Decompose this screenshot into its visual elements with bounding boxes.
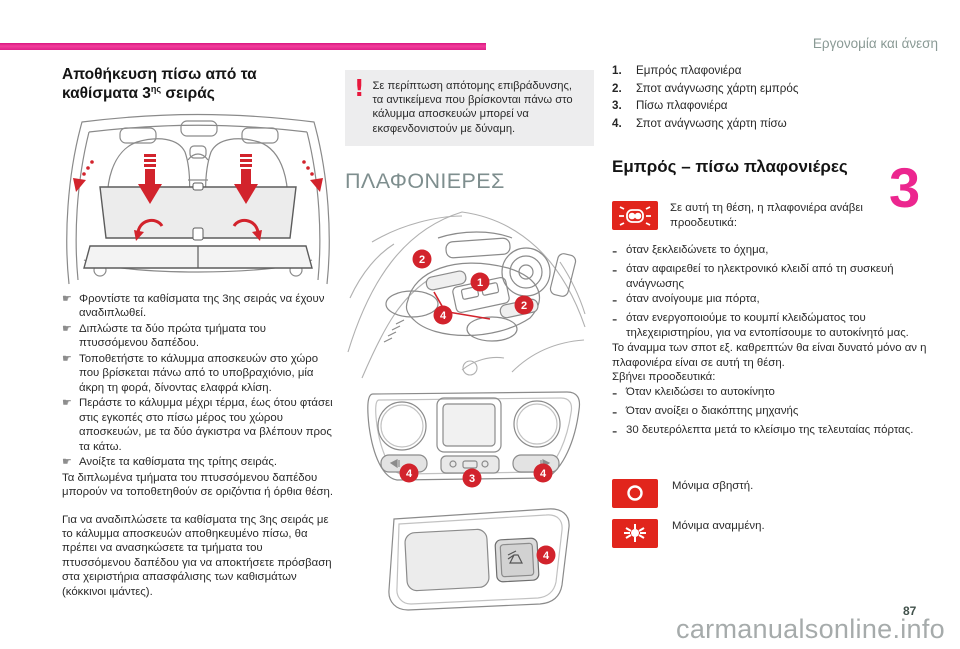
watermark: carmanualsonline.info	[676, 614, 945, 644]
chapter-number: 3	[889, 156, 919, 219]
running-header: Εργονομία και άνεση	[812, 36, 938, 51]
legend-item	[612, 80, 940, 98]
paragraph-fades-out: Σβήνει προοδευτικά:	[612, 371, 716, 384]
callout-4-right: 4	[539, 468, 547, 480]
left-column	[62, 66, 334, 599]
condition-text: όταν ενεργοποιούμε το κουμπί κλειδώματος του τηλεχειριστηρίου, για να εντοπίσουμε το αυτοκίνητό μας.	[626, 312, 909, 339]
condition-item	[612, 262, 940, 291]
front-overhead-console-illustration	[342, 202, 592, 382]
auto-mode-row	[612, 201, 940, 230]
accent-bar	[0, 43, 486, 50]
callout-4-lamp: 4	[542, 550, 550, 562]
instruction-item	[62, 352, 334, 395]
legend-label: Πίσω πλαφονιέρα	[636, 99, 728, 113]
dash-bullet: -	[612, 243, 618, 261]
pointer-bullet-icon: ☛	[62, 456, 72, 469]
right-column	[612, 62, 940, 548]
section-title-ceiling-lights: ΠΛΑΦΟΝΙΕΡΕΣ	[345, 169, 505, 193]
rear-ceiling-light-illustration	[345, 384, 595, 504]
title-text: Αποθήκευση πίσω από τα καθίσματα 3	[62, 66, 257, 103]
legend-item	[612, 62, 940, 80]
callout-4: 4	[439, 310, 447, 322]
title-superscript: ης	[150, 84, 162, 95]
callout-1: 1	[476, 277, 484, 289]
legend-label: Σποτ ανάγνωσης χάρτη πίσω	[636, 116, 787, 130]
title-text-2: σειράς	[161, 85, 215, 103]
legend-label: Σποτ ανάγνωσης χάρτη εμπρός	[636, 81, 799, 95]
instruction-text: Περάστε το κάλυμμα μέχρι τέρμα, έως ότου φτάσει στις εγκοπές στο πίσω μέρος του χώρου αποσκευών, με τα δύο άγκιστρα να βλέπουν προς τα κάτω.	[79, 397, 333, 453]
page-number: 87	[903, 604, 917, 618]
legend-item	[612, 97, 940, 115]
callout-3: 3	[468, 473, 476, 485]
legend-number: 1.	[612, 64, 622, 77]
instruction-text: Τοποθετήστε το κάλυμμα αποσκευών στο χώρο που βρίσκεται πάνω από το υποβραχιόνιο, μία άκρη τη φορά, δίνοντας ελαφρά κλίση.	[79, 352, 319, 394]
mode-on-row	[612, 519, 940, 548]
paragraph-mirror-spots: Το άναμμα των σποτ εξ. καθρεπτών θα είναι δυνατό μόνο αν η πλαφονιέρα είναι σε αυτή τη θέση.	[612, 342, 927, 369]
warning-exclamation-icon: !	[354, 76, 365, 102]
auto-mode-text: Σε αυτή τη θέση, η πλαφονιέρα ανάβει προοδευτικά:	[670, 202, 863, 229]
instruction-item	[62, 322, 334, 351]
instruction-item	[62, 396, 334, 454]
legend-number: 2.	[612, 81, 622, 95]
paragraph-folded-sections: Τα διπλωμένα τμήματα του πτυσσόμενου δαπέδου μπορούν να τοποθετηθούν σε οριζόντια ή όρθια θέση.	[62, 471, 334, 499]
condition-item	[612, 423, 940, 441]
warning-text: Σε περίπτωση απότομης επιβράδυνσης, τα αντικείμενα που βρίσκονται πάνω στο κάλυμμα αποσκευών μπορεί να εκσφενδονιστούν με δύναμη.	[372, 80, 573, 135]
instruction-text: Ανοίξτε τα καθίσματα της τρίτης σειράς.	[79, 456, 278, 469]
condition-text: 30 δευτερόλεπτα μετά το κλείσιμο της τελευταίας πόρτας.	[626, 423, 914, 436]
dash-bullet: -	[612, 403, 618, 421]
instruction-item	[62, 455, 334, 469]
condition-item	[612, 385, 940, 403]
pointer-bullet-icon: ☛	[62, 322, 72, 335]
callouts	[537, 546, 556, 565]
callout-4-left: 4	[405, 468, 413, 480]
paragraph-refold-seats: Για να αναδιπλώσετε τα καθίσματα της 3ης σειράς με το κάλυμμα αποσκευών αποθηκευμένο πίσω, θα πρέπει να ανασηκώσετε τα τμήματα του πτυσσόμενου δαπέδου για να αποκτήσετε πρόσβαση στα χειριστήρια απασφάλισης των καθισμάτων (κόκκινοι ιμάντες).	[62, 513, 332, 598]
dash-bullet: -	[612, 422, 618, 440]
ceiling-light-auto-icon	[612, 201, 658, 230]
mode-off-row	[612, 479, 940, 508]
section-title-storage	[62, 66, 334, 104]
condition-text: όταν αφαιρεθεί το ηλεκτρονικό κλειδί από τη συσκευή ανάγνωσης	[626, 263, 894, 290]
condition-text: όταν ανοίγουμε μια πόρτα,	[626, 293, 760, 306]
light-off-icon	[612, 479, 658, 508]
mode-on-label: Μόνιμα αναμμένη.	[672, 519, 765, 532]
condition-item	[612, 404, 940, 422]
reading-lamp-illustration	[350, 505, 600, 620]
condition-item	[612, 292, 940, 310]
light-on-icon	[612, 519, 658, 548]
subsection-title-front-rear-lights: Εμπρός – πίσω πλαφονιέρες	[612, 157, 848, 177]
condition-text: Όταν ανοίξει ο διακόπτης μηχανής	[626, 404, 799, 417]
pointer-bullet-icon: ☛	[62, 292, 72, 305]
legend-number: 3.	[612, 99, 622, 113]
cargo-cover	[100, 183, 296, 240]
condition-text: Όταν κλειδώσει το αυτοκίνητο	[626, 385, 775, 398]
legend-label: Εμπρός πλαφονιέρα	[636, 64, 742, 77]
callout-2b: 2	[520, 300, 528, 312]
condition-item	[612, 311, 940, 340]
instruction-text: Φροντίστε τα καθίσματα της 3ης σειράς να έχουν αναδιπλωθεί.	[79, 292, 325, 320]
pointer-bullet-icon: ☛	[62, 352, 72, 365]
mode-off-label: Μόνιμα σβηστή.	[672, 479, 754, 492]
legend-number: 4.	[612, 116, 622, 130]
dash-bullet: -	[612, 262, 618, 280]
folded-floor-panel	[84, 246, 312, 268]
dash-bullet: -	[612, 311, 618, 329]
legend-item	[612, 115, 940, 133]
dash-bullet: -	[612, 384, 618, 402]
condition-text: όταν ξεκλειδώνετε το όχημα,	[626, 244, 769, 257]
dash-bullet: -	[612, 292, 618, 310]
instruction-item	[62, 292, 334, 321]
warning-box	[345, 70, 594, 146]
condition-item	[612, 243, 940, 261]
trunk-storage-illustration	[62, 110, 334, 286]
instruction-text: Διπλώστε τα δύο πρώτα τμήματα του πτυσσόμενου δαπέδου.	[79, 322, 267, 350]
callout-2: 2	[418, 254, 426, 266]
pointer-bullet-icon: ☛	[62, 397, 72, 410]
